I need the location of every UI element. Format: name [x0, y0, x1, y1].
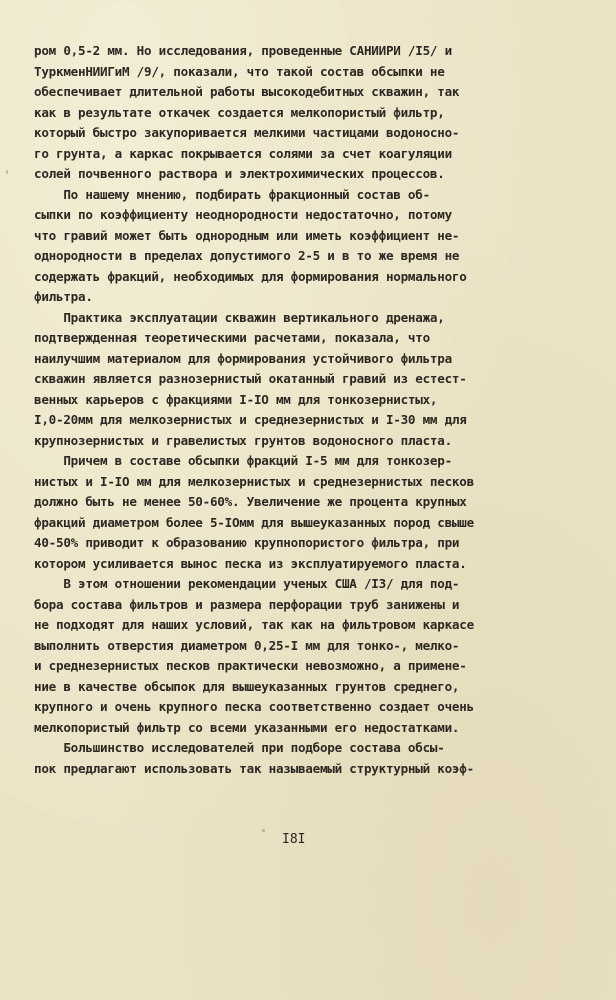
text-line: крупного и очень крупного песка соответственно создает очень [34, 699, 474, 714]
text-line: ром 0,5-2 мм. Но исследования, проведенные САНИИРИ /I5/ и [34, 43, 452, 58]
text-line: как в результате откачек создается мелкопористый фильтр, [34, 104, 445, 120]
text-line: мелкопористый фильтр со всеми указанными его недостатками. [34, 719, 460, 735]
text-line: подтвержденная теоретическими расчетами, показала, что [34, 330, 430, 345]
text-line: ТуркменНИИГиМ /9/, показали, что такой состав обсыпки не [34, 63, 445, 79]
text-line: ние в качестве обсыпок для вышеуказанных грунтов среднего, [34, 678, 460, 694]
text-line: фильтра. [34, 289, 93, 304]
text-line: должно быть не менее 50-60%. Увеличение же процента крупных [34, 494, 467, 509]
text-line: Практика эксплуатации скважин вертикального дренажа, [34, 309, 445, 325]
text-line: фракций диаметром более 5-IOмм для вышеуказанных пород свыше [34, 514, 474, 530]
text-line: солей почвенного раствора и электрохимических процессов. [34, 166, 445, 181]
text-line: не подходят для наших условий, так как на фильтровом каркасе [34, 617, 474, 632]
text-line: Причем в составе обсыпки фракций I-5 мм для тонкозер- [34, 453, 452, 468]
text-line: бора состава фильтров и размера перфорации труб занижены и [34, 596, 460, 612]
text-line: нистых и I-IO мм для мелкозернистых и среднезернистых песков [34, 473, 474, 489]
text-line: и среднезернистых песков практически невозможно, а примене- [34, 658, 467, 673]
text-line: скважин является разнозернистый окатанный гравий из естест- [34, 371, 467, 386]
text-line: обеспечивает длительной работы высокодебитных скважин, так [34, 84, 460, 99]
text-line: В этом отношении рекомендации ученых США /I3/ для под- [34, 576, 460, 591]
paper-speck [262, 829, 265, 832]
text-line: выполнить отверстия диаметром 0,25-I мм для тонко-, мелко- [34, 637, 460, 653]
text-line: однородности в пределах допустимого 2-5 и в то же время не [34, 248, 460, 263]
text-line: венных карьеров с фракциями I-IO мм для тонкозернистых, [34, 391, 438, 407]
text-line: который быстро закупоривается мелкими частицами водоносно- [34, 125, 460, 140]
body-text [34, 41, 534, 779]
text-line: сыпки по коэффициенту неоднородности недостаточно, потому [34, 207, 452, 222]
text-line: Большинство исследователей при подборе состава обсы- [34, 740, 445, 755]
paper-speck [6, 170, 8, 174]
text-line: крупнозернистых и гравелистых грунтов водоносного пласта. [34, 432, 452, 448]
text-line: го грунта, а каркас покрывается солями за счет коагуляции [34, 145, 452, 161]
text-line: что гравий может быть однородным или иметь коэффициент не- [34, 227, 460, 243]
page-number: I8I [282, 832, 306, 847]
text-line: содержать фракций, необходимых для формирования нормального [34, 268, 467, 284]
text-line: пок предлагают использовать так называемый структурный коэф- [34, 760, 474, 776]
text-line: наилучшим материалом для формирования устойчивого фильтра [34, 350, 452, 366]
text-line: По нашему мнению, подбирать фракционный состав об- [34, 186, 430, 202]
text-line: I,0-20мм для мелкозернистых и среднезернистых и I-30 мм для [34, 412, 467, 427]
text-line: котором усиливается вынос песка из эксплуатируемого пласта. [34, 555, 467, 571]
text-line: 40-50% приводит к образованию крупнопористого фильтра, при [34, 535, 460, 550]
